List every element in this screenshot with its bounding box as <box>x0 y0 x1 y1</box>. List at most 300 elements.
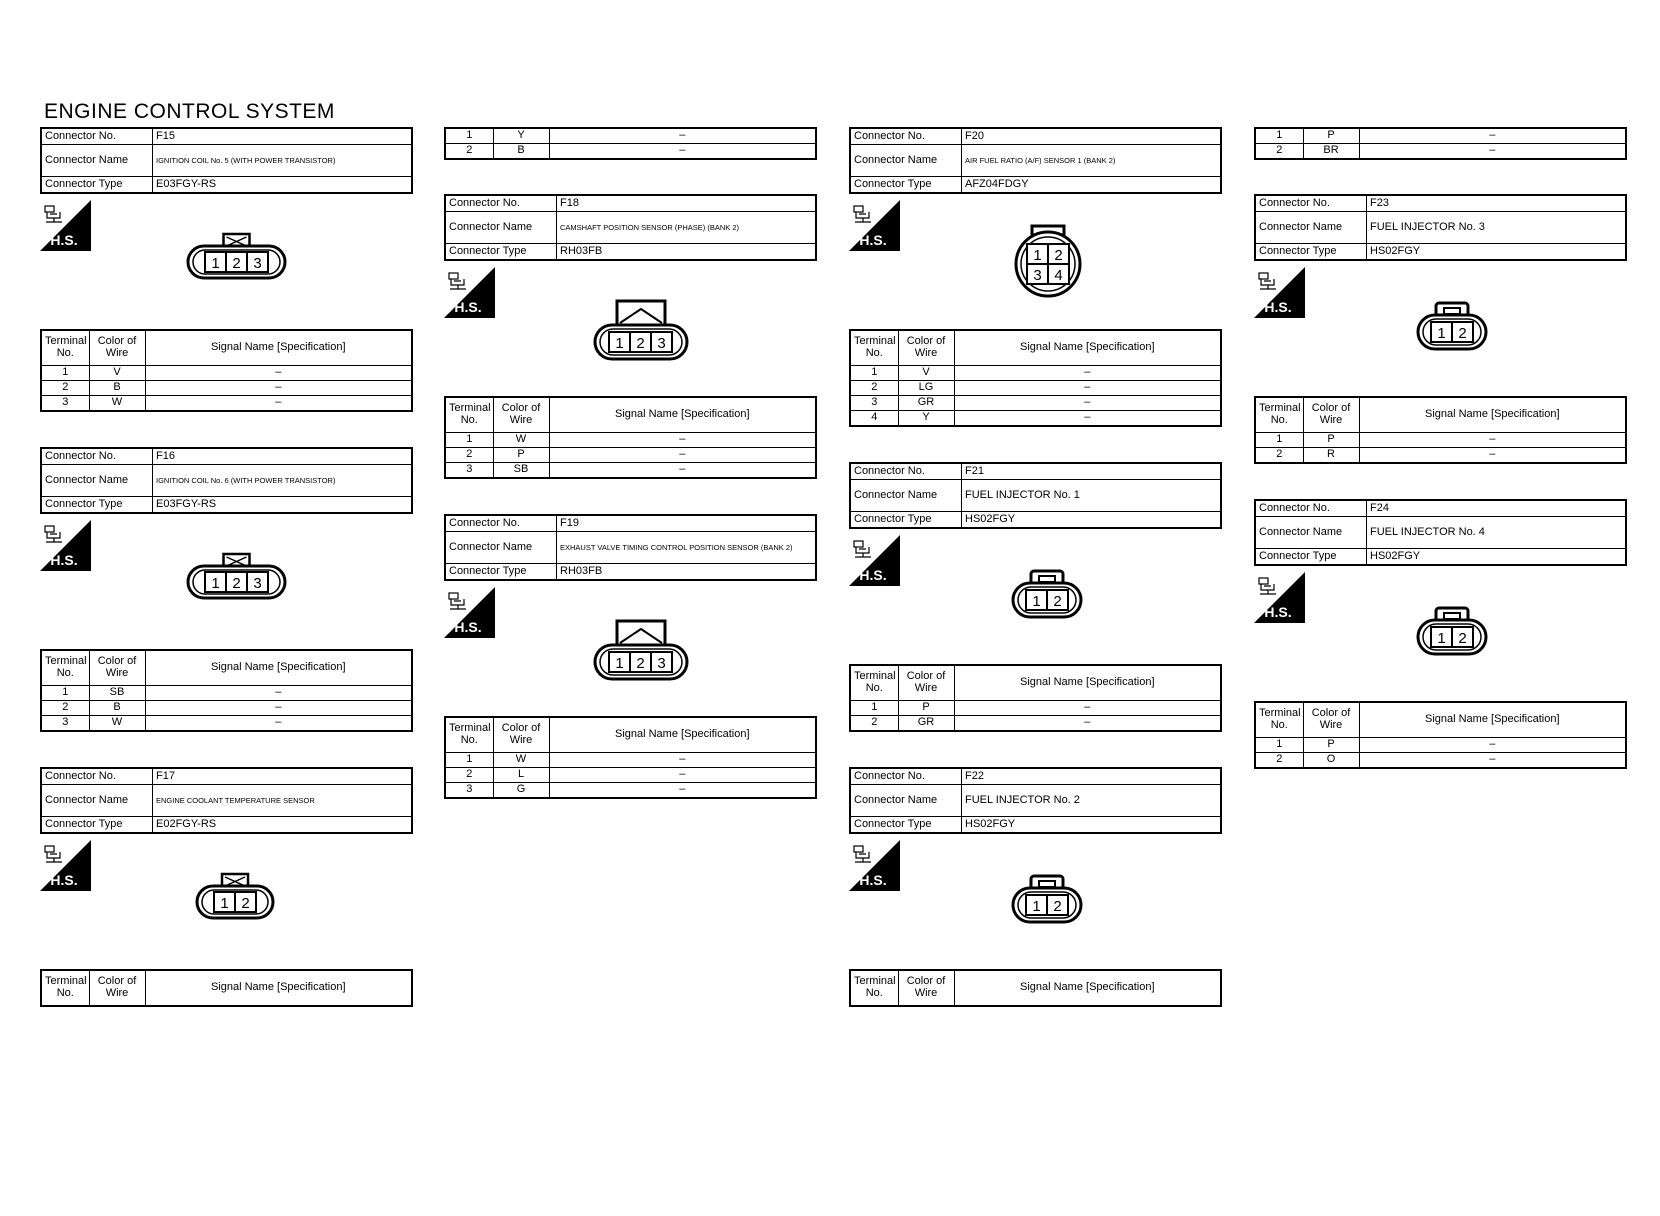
connector-info-table <box>849 462 1222 529</box>
signal-name-cell: – <box>145 716 412 732</box>
hs-badge-text: H.S. <box>1264 299 1292 315</box>
pin-label: 2 <box>636 335 645 352</box>
signal-name-cell: – <box>954 366 1221 381</box>
info-label: Connector No. <box>1255 195 1367 212</box>
header-terminal-no: Terminal No. <box>1255 702 1303 738</box>
terminal-no-cell: 2 <box>1255 753 1303 769</box>
signal-name-cell: – <box>1359 433 1626 448</box>
table-row <box>41 396 412 412</box>
wire-color-cell: V <box>898 366 954 381</box>
column-4 <box>1254 127 1627 769</box>
info-label: Connector No. <box>41 448 153 465</box>
connector-face-diagram <box>593 619 689 687</box>
info-row <box>850 145 1221 177</box>
connector-diagram-area <box>40 194 413 329</box>
column-3 <box>849 127 1222 1007</box>
info-label: Connector No. <box>445 195 557 212</box>
table-row <box>1255 144 1626 160</box>
connector-type-value: RH03FB <box>557 244 817 261</box>
table-row <box>41 686 412 701</box>
terminal-no-cell: 2 <box>850 716 898 732</box>
table-row <box>1255 738 1626 753</box>
terminal-table <box>444 396 817 479</box>
connector-block-f19 <box>444 514 817 799</box>
signal-name-cell: – <box>954 701 1221 716</box>
connector-face-diagram <box>186 552 287 604</box>
connector-type-value: E03FGY-RS <box>153 497 413 514</box>
info-row <box>1255 212 1626 244</box>
connector-no-value: F17 <box>153 768 413 785</box>
terminal-no-cell: 2 <box>41 701 89 716</box>
connector-no-value: F23 <box>1367 195 1627 212</box>
info-label: Connector No. <box>41 768 153 785</box>
terminal-no-cell: 4 <box>850 411 898 427</box>
harness-side-icon <box>40 840 91 891</box>
connector-type-value: HS02FGY <box>1367 549 1627 566</box>
connector-name-value: AIR FUEL RATIO (A/F) SENSOR 1 (BANK 2) <box>962 145 1222 177</box>
header-terminal-no: Terminal No. <box>41 970 89 1006</box>
connector-no-value: F21 <box>962 463 1222 480</box>
latch <box>617 301 665 327</box>
harness-side-icon <box>849 840 900 891</box>
header-terminal-no: Terminal No. <box>41 650 89 686</box>
connector-type-value: E02FGY-RS <box>153 817 413 834</box>
pin-label: 2 <box>1054 247 1063 264</box>
header-color-of-wire: Color of Wire <box>1303 702 1359 738</box>
connector-name-value: IGNITION COIL No. 5 (WITH POWER TRANSISTOR) <box>153 145 413 177</box>
info-label: Connector No. <box>850 768 962 785</box>
harness-side-icon <box>40 200 91 251</box>
info-label: Connector Name <box>41 465 153 497</box>
signal-name-cell: – <box>1359 738 1626 753</box>
column-1 <box>40 127 413 1007</box>
table-row <box>850 411 1221 427</box>
terminal-table <box>40 969 413 1007</box>
harness-side-icon <box>444 267 495 318</box>
signal-name-cell: – <box>145 396 412 412</box>
terminal-no-cell: 2 <box>850 381 898 396</box>
connector-name-value: EXHAUST VALVE TIMING CONTROL POSITION SENSOR (BANK 2) <box>557 532 817 564</box>
wire-color-cell: W <box>493 753 549 768</box>
info-label: Connector Name <box>445 532 557 564</box>
pin-label: 2 <box>1053 593 1062 610</box>
connector-no-value: F18 <box>557 195 817 212</box>
header-terminal-no: Terminal No. <box>1255 397 1303 433</box>
table-row <box>1255 448 1626 464</box>
wire-color-cell: O <box>1303 753 1359 769</box>
wire-color-cell: W <box>89 396 145 412</box>
connector-diagram-area <box>849 834 1222 969</box>
signal-name-cell: – <box>145 366 412 381</box>
terminal-no-cell: 1 <box>850 366 898 381</box>
table-row <box>445 144 816 160</box>
info-row <box>1255 195 1626 212</box>
harness-side-icon <box>849 200 900 251</box>
terminal-table <box>444 716 817 799</box>
signal-name-cell: – <box>954 396 1221 411</box>
wire-color-cell: LG <box>898 381 954 396</box>
terminal-table-header <box>1255 702 1626 738</box>
hs-badge-text: H.S. <box>1264 604 1292 620</box>
header-color-of-wire: Color of Wire <box>493 717 549 753</box>
info-label: Connector Type <box>1255 549 1367 566</box>
pin-label: 4 <box>1054 267 1063 284</box>
signal-name-cell: – <box>1359 144 1626 160</box>
header-signal-name: Signal Name [Specification] <box>954 970 1221 1006</box>
connector-face-diagram <box>1011 569 1083 621</box>
connector-info-table <box>444 514 817 581</box>
table-row <box>445 753 816 768</box>
info-row <box>41 497 412 514</box>
hs-badge-text: H.S. <box>859 232 887 248</box>
hs-badge-text: H.S. <box>50 872 78 888</box>
table-row <box>1255 753 1626 769</box>
connector-info-table <box>40 767 413 834</box>
terminal-no-cell: 1 <box>1255 128 1303 144</box>
table-row <box>445 448 816 463</box>
connector-face-diagram <box>1011 874 1083 926</box>
table-row <box>850 716 1221 732</box>
pin-label: 1 <box>1437 630 1446 647</box>
terminal-no-cell: 3 <box>445 783 493 799</box>
info-row <box>850 463 1221 480</box>
info-row <box>41 768 412 785</box>
info-row <box>41 177 412 194</box>
table-row <box>850 381 1221 396</box>
info-label: Connector Name <box>1255 212 1367 244</box>
terminal-no-cell: 1 <box>445 128 493 144</box>
table-row <box>850 396 1221 411</box>
pin-label: 1 <box>1032 593 1041 610</box>
connector-diagram-area <box>40 834 413 969</box>
info-label: Connector Type <box>41 817 153 834</box>
header-signal-name: Signal Name [Specification] <box>1359 397 1626 433</box>
connector-diagram-area <box>849 529 1222 664</box>
wire-color-cell: P <box>493 448 549 463</box>
info-label: Connector Name <box>850 145 962 177</box>
terminal-no-cell: 1 <box>445 433 493 448</box>
page-title: ENGINE CONTROL SYSTEM <box>44 100 335 123</box>
terminal-table-header <box>41 330 412 366</box>
table-row <box>445 783 816 799</box>
harness-side-icon <box>1254 267 1305 318</box>
connector-diagram-area <box>849 194 1222 329</box>
signal-name-cell: – <box>1359 128 1626 144</box>
pin-label: 1 <box>220 895 229 912</box>
header-signal-name: Signal Name [Specification] <box>549 397 816 433</box>
wire-color-cell: SB <box>493 463 549 479</box>
pin-label: 2 <box>636 655 645 672</box>
connector-name-value: FUEL INJECTOR No. 1 <box>962 480 1222 512</box>
info-label: Connector Type <box>445 244 557 261</box>
table-row <box>1255 128 1626 144</box>
connector-face-diagram <box>1416 606 1488 658</box>
wire-color-cell: Y <box>898 411 954 427</box>
header-signal-name: Signal Name [Specification] <box>145 330 412 366</box>
connector-no-value: F20 <box>962 128 1222 145</box>
table-row <box>41 366 412 381</box>
header-signal-name: Signal Name [Specification] <box>549 717 816 753</box>
header-color-of-wire: Color of Wire <box>898 330 954 366</box>
terminal-no-cell: 1 <box>850 701 898 716</box>
terminal-no-cell: 2 <box>1255 448 1303 464</box>
wire-color-cell: SB <box>89 686 145 701</box>
wire-color-cell: P <box>1303 433 1359 448</box>
wire-color-cell: B <box>493 144 549 160</box>
table-row <box>445 463 816 479</box>
info-label: Connector Name <box>41 145 153 177</box>
terminal-table-header <box>41 970 412 1006</box>
signal-name-cell: – <box>549 448 816 463</box>
info-label: Connector Type <box>850 177 962 194</box>
wire-color-cell: P <box>1303 128 1359 144</box>
connector-block-f24 <box>1254 499 1627 769</box>
info-row <box>850 785 1221 817</box>
connector-diagram-area <box>1254 566 1627 701</box>
pin-label: 1 <box>211 575 220 592</box>
signal-name-cell: – <box>954 381 1221 396</box>
info-label: Connector Name <box>41 785 153 817</box>
table-row <box>41 381 412 396</box>
hs-badge-text: H.S. <box>50 552 78 568</box>
header-color-of-wire: Color of Wire <box>1303 397 1359 433</box>
connector-face-diagram <box>1011 224 1085 298</box>
connector-no-value: F24 <box>1367 500 1627 517</box>
connector-type-value: AFZ04FDGY <box>962 177 1222 194</box>
header-color-of-wire: Color of Wire <box>89 970 145 1006</box>
connector-type-value: HS02FGY <box>1367 244 1627 261</box>
info-row <box>41 817 412 834</box>
pin-label: 2 <box>1053 898 1062 915</box>
terminal-table-header <box>850 330 1221 366</box>
terminal-no-cell: 1 <box>445 753 493 768</box>
connector-diagram-area <box>444 261 817 396</box>
connector-info-table <box>1254 194 1627 261</box>
connector-name-value: FUEL INJECTOR No. 2 <box>962 785 1222 817</box>
wire-color-cell: R <box>1303 448 1359 464</box>
terminal-table <box>40 649 413 732</box>
header-signal-name: Signal Name [Specification] <box>954 330 1221 366</box>
terminal-no-cell: 2 <box>1255 144 1303 160</box>
wire-color-cell: L <box>493 768 549 783</box>
wire-color-cell: V <box>89 366 145 381</box>
info-row <box>850 177 1221 194</box>
table-row <box>41 716 412 732</box>
connector-block-f23 <box>1254 194 1627 464</box>
wire-color-cell: P <box>1303 738 1359 753</box>
connector-info-table <box>849 767 1222 834</box>
terminal-no-cell: 3 <box>445 463 493 479</box>
wire-color-cell: W <box>493 433 549 448</box>
header-terminal-no: Terminal No. <box>850 330 898 366</box>
connector-info-table <box>444 194 817 261</box>
connector-block-f20 <box>849 127 1222 427</box>
connector-block-f15 <box>40 127 413 412</box>
info-label: Connector Type <box>41 177 153 194</box>
info-row <box>1255 244 1626 261</box>
pin-label: 1 <box>615 655 624 672</box>
info-row <box>41 465 412 497</box>
info-label: Connector Type <box>41 497 153 514</box>
header-terminal-no: Terminal No. <box>445 717 493 753</box>
hs-badge-text: H.S. <box>859 567 887 583</box>
info-row <box>445 195 816 212</box>
terminal-table-header <box>850 970 1221 1006</box>
info-row <box>1255 517 1626 549</box>
connector-face-diagram <box>195 872 275 924</box>
wire-color-cell: P <box>898 701 954 716</box>
pin-label: 2 <box>241 895 250 912</box>
terminal-no-cell: 3 <box>850 396 898 411</box>
connector-info-table <box>40 447 413 514</box>
pin-label: 3 <box>253 575 262 592</box>
header-color-of-wire: Color of Wire <box>89 650 145 686</box>
connector-name-value: FUEL INJECTOR No. 4 <box>1367 517 1627 549</box>
info-row <box>850 768 1221 785</box>
connector-block-f22 <box>849 767 1222 1007</box>
hs-badge-text: H.S. <box>859 872 887 888</box>
wire-color-cell: GR <box>898 716 954 732</box>
harness-side-icon <box>1254 572 1305 623</box>
pin-label: 2 <box>1458 630 1467 647</box>
signal-name-cell: – <box>145 701 412 716</box>
connector-diagram-area <box>444 581 817 716</box>
connector-info-table <box>849 127 1222 194</box>
info-row <box>1255 549 1626 566</box>
info-row <box>41 448 412 465</box>
signal-name-cell: – <box>549 144 816 160</box>
info-label: Connector Type <box>1255 244 1367 261</box>
terminal-no-cell: 3 <box>41 396 89 412</box>
signal-name-cell: – <box>1359 448 1626 464</box>
connector-type-value: RH03FB <box>557 564 817 581</box>
pin-label: 3 <box>1033 267 1042 284</box>
connector-name-value: ENGINE COOLANT TEMPERATURE SENSOR <box>153 785 413 817</box>
connector-face-diagram <box>186 232 287 284</box>
connector-name-value: IGNITION COIL No. 6 (WITH POWER TRANSISTOR) <box>153 465 413 497</box>
signal-name-cell: – <box>549 753 816 768</box>
header-color-of-wire: Color of Wire <box>89 330 145 366</box>
info-label: Connector Name <box>1255 517 1367 549</box>
info-row <box>1255 500 1626 517</box>
pin-label: 3 <box>253 255 262 272</box>
wire-color-cell: GR <box>898 396 954 411</box>
header-color-of-wire: Color of Wire <box>493 397 549 433</box>
info-label: Connector Type <box>850 817 962 834</box>
info-label: Connector No. <box>850 128 962 145</box>
table-row <box>445 433 816 448</box>
terminal-no-cell: 1 <box>1255 433 1303 448</box>
info-label: Connector No. <box>445 515 557 532</box>
harness-side-icon <box>444 587 495 638</box>
terminal-no-cell: 2 <box>445 768 493 783</box>
signal-name-cell: – <box>549 433 816 448</box>
harness-side-icon <box>849 535 900 586</box>
terminal-table <box>1254 396 1627 464</box>
info-row <box>41 145 412 177</box>
info-label: Connector Type <box>445 564 557 581</box>
terminal-no-cell: 1 <box>41 686 89 701</box>
wire-color-cell: B <box>89 701 145 716</box>
pin-label: 3 <box>657 655 666 672</box>
hs-badge-text: H.S. <box>50 232 78 248</box>
terminal-table <box>40 329 413 412</box>
terminal-no-cell: 2 <box>445 448 493 463</box>
harness-side-icon <box>40 520 91 571</box>
connector-type-value: HS02FGY <box>962 512 1222 529</box>
pin-label: 1 <box>211 255 220 272</box>
latch <box>617 621 665 647</box>
hs-badge-text: H.S. <box>454 619 482 635</box>
connector-name-value: FUEL INJECTOR No. 3 <box>1367 212 1627 244</box>
connector-no-value: F19 <box>557 515 817 532</box>
info-row <box>41 128 412 145</box>
terminal-table <box>1254 701 1627 769</box>
header-color-of-wire: Color of Wire <box>898 970 954 1006</box>
info-label: Connector No. <box>1255 500 1367 517</box>
connector-face-diagram <box>1416 301 1488 353</box>
continuation-table-right <box>1254 127 1627 160</box>
connector-block-f18 <box>444 194 817 479</box>
pin-label: 1 <box>1033 247 1042 264</box>
info-label: Connector Name <box>850 480 962 512</box>
continuation-table-left <box>444 127 817 160</box>
signal-name-cell: – <box>549 783 816 799</box>
signal-name-cell: – <box>954 716 1221 732</box>
pin-label: 2 <box>1458 325 1467 342</box>
terminal-table-header <box>1255 397 1626 433</box>
terminal-table-continuation <box>1254 127 1627 160</box>
signal-name-cell: – <box>1359 753 1626 769</box>
connector-name-value: CAMSHAFT POSITION SENSOR (PHASE) (BANK 2) <box>557 212 817 244</box>
header-terminal-no: Terminal No. <box>41 330 89 366</box>
connector-diagram-area <box>40 514 413 649</box>
header-terminal-no: Terminal No. <box>850 970 898 1006</box>
connector-block-f16 <box>40 447 413 732</box>
info-row <box>850 817 1221 834</box>
table-row <box>41 701 412 716</box>
connector-type-value: HS02FGY <box>962 817 1222 834</box>
header-signal-name: Signal Name [Specification] <box>954 665 1221 701</box>
pin-label: 1 <box>1032 898 1041 915</box>
table-row <box>445 768 816 783</box>
header-terminal-no: Terminal No. <box>850 665 898 701</box>
table-row <box>850 701 1221 716</box>
column-2 <box>444 127 817 799</box>
pin-label: 2 <box>232 575 241 592</box>
terminal-table <box>849 969 1222 1007</box>
info-row <box>850 480 1221 512</box>
pin-label: 3 <box>657 335 666 352</box>
header-terminal-no: Terminal No. <box>445 397 493 433</box>
info-label: Connector Type <box>850 512 962 529</box>
info-row <box>445 244 816 261</box>
signal-name-cell: – <box>549 128 816 144</box>
connector-face-diagram <box>593 299 689 367</box>
info-row <box>41 785 412 817</box>
terminal-no-cell: 3 <box>41 716 89 732</box>
table-row <box>445 128 816 144</box>
connector-block-f17 <box>40 767 413 1007</box>
info-label: Connector Name <box>445 212 557 244</box>
terminal-table <box>849 664 1222 732</box>
header-signal-name: Signal Name [Specification] <box>1359 702 1626 738</box>
terminal-no-cell: 2 <box>445 144 493 160</box>
header-signal-name: Signal Name [Specification] <box>145 650 412 686</box>
wire-color-cell: BR <box>1303 144 1359 160</box>
signal-name-cell: – <box>549 768 816 783</box>
info-label: Connector No. <box>41 128 153 145</box>
